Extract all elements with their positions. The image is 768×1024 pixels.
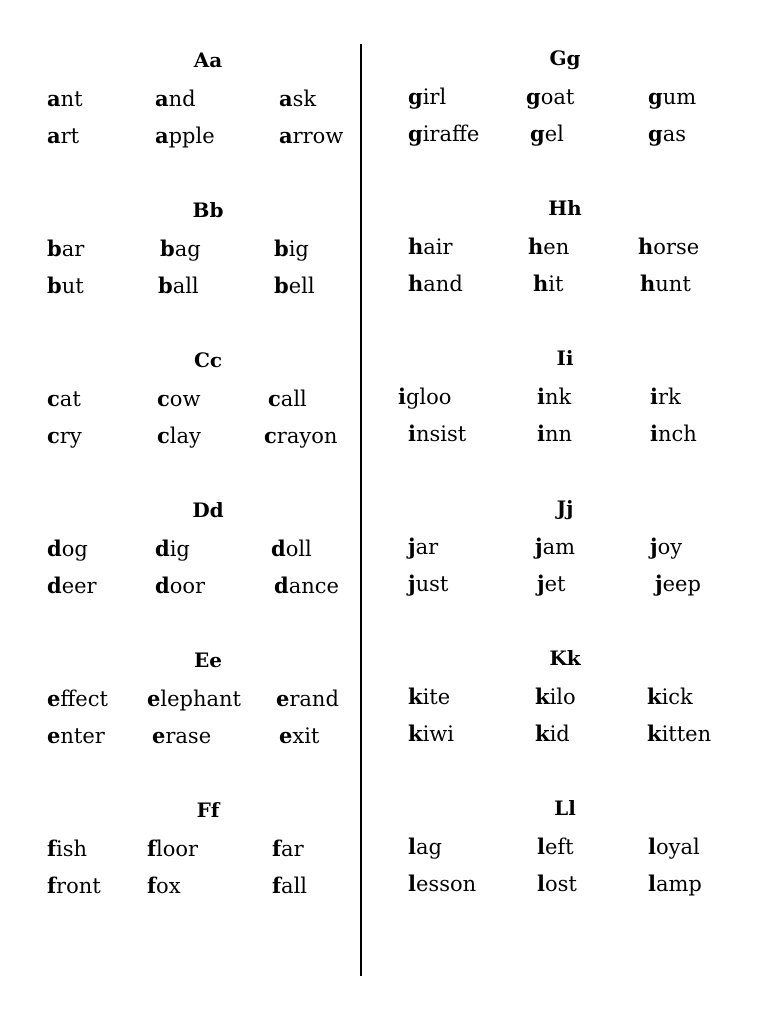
word-item: [408, 236, 453, 258]
word-item: [537, 573, 565, 595]
initial-letter: d: [155, 536, 170, 561]
word-rest: rayon: [276, 424, 338, 448]
word-rest: nk: [544, 385, 572, 409]
word-item: [272, 875, 307, 897]
word-rest: nter: [60, 724, 105, 748]
word-item: [47, 575, 97, 597]
initial-letter: c: [157, 423, 170, 448]
word-rest: rrow: [292, 124, 344, 148]
word-rest: el: [544, 122, 564, 146]
word-item: [47, 275, 84, 297]
word-item: [537, 386, 571, 408]
initial-letter: e: [152, 723, 166, 748]
word-rest: rase: [165, 724, 212, 748]
word-item: [47, 838, 87, 860]
word-rest: oyal: [655, 835, 700, 859]
word-item: [271, 538, 312, 560]
initial-letter: l: [408, 834, 416, 859]
word-item: [157, 425, 201, 447]
initial-letter: c: [157, 386, 170, 411]
word-item: [535, 536, 575, 558]
section-heading: Hh: [548, 196, 582, 220]
word-item: [648, 873, 702, 895]
word-rest: eep: [662, 572, 701, 596]
word-rest: id: [549, 722, 570, 746]
word-item: [650, 386, 681, 408]
word-item: [408, 86, 446, 108]
word-item: [147, 875, 181, 897]
word-rest: og: [61, 537, 88, 561]
initial-letter: d: [47, 536, 62, 561]
initial-letter: h: [533, 271, 549, 296]
initial-letter: f: [272, 873, 282, 898]
initial-letter: g: [648, 121, 663, 146]
section-heading: Ee: [194, 648, 222, 672]
initial-letter: g: [408, 121, 423, 146]
word-item: [268, 388, 307, 410]
initial-letter: j: [408, 534, 416, 559]
word-rest: ow: [169, 387, 201, 411]
word-rest: and: [423, 272, 463, 296]
word-item: [647, 723, 711, 745]
word-item: [47, 238, 84, 260]
section-heading: Ll: [554, 796, 576, 820]
word-item: [537, 873, 577, 895]
section-heading: Kk: [549, 646, 581, 670]
word-item: [537, 836, 574, 858]
word-item: [155, 538, 190, 560]
initial-letter: i: [537, 384, 545, 409]
word-rest: ag: [174, 237, 201, 261]
word-rest: ilo: [549, 685, 576, 709]
initial-letter: i: [408, 421, 416, 446]
word-item: [152, 725, 211, 747]
word-rest: ar: [415, 535, 439, 559]
initial-letter: j: [650, 534, 658, 559]
word-item: [535, 723, 570, 745]
word-item: [47, 88, 83, 110]
word-rest: ry: [59, 424, 82, 448]
initial-letter: f: [147, 836, 157, 861]
initial-letter: d: [47, 573, 62, 598]
initial-letter: b: [160, 236, 175, 261]
initial-letter: a: [155, 86, 169, 111]
word-item: [155, 125, 215, 147]
initial-letter: i: [650, 384, 658, 409]
word-rest: ront: [56, 874, 101, 898]
word-rest: ar: [61, 237, 85, 261]
initial-letter: c: [264, 423, 277, 448]
word-item: [648, 836, 700, 858]
word-item: [640, 273, 691, 295]
initial-letter: d: [155, 573, 170, 598]
word-rest: iraffe: [422, 122, 480, 146]
initial-letter: h: [408, 271, 424, 296]
word-item: [408, 273, 463, 295]
initial-letter: h: [640, 271, 656, 296]
word-rest: ut: [61, 274, 84, 298]
initial-letter: j: [537, 571, 545, 596]
initial-letter: f: [147, 873, 157, 898]
word-item: [533, 273, 563, 295]
initial-letter: g: [526, 84, 541, 109]
word-rest: rt: [60, 124, 80, 148]
word-rest: sk: [292, 87, 317, 111]
initial-letter: k: [535, 684, 550, 709]
word-item: [647, 686, 693, 708]
word-item: [408, 573, 448, 595]
initial-letter: l: [537, 871, 545, 896]
word-item: [160, 238, 201, 260]
word-item: [47, 875, 101, 897]
word-rest: et: [544, 572, 566, 596]
word-item: [157, 388, 200, 410]
word-rest: amp: [655, 872, 702, 896]
word-rest: irl: [422, 85, 447, 109]
word-item: [155, 88, 196, 110]
word-item: [47, 538, 88, 560]
word-rest: rand: [289, 687, 339, 711]
section-heading: Dd: [192, 498, 224, 522]
word-rest: lay: [169, 424, 201, 448]
initial-letter: g: [530, 121, 545, 146]
word-item: [408, 873, 476, 895]
word-item: [276, 688, 339, 710]
initial-letter: b: [274, 236, 289, 261]
word-item: [47, 388, 81, 410]
initial-letter: l: [537, 834, 545, 859]
word-rest: nd: [168, 87, 196, 111]
word-rest: ick: [661, 685, 693, 709]
section-heading: Gg: [549, 46, 581, 70]
word-rest: ox: [156, 874, 181, 898]
word-item: [650, 536, 682, 558]
initial-letter: a: [155, 123, 169, 148]
initial-letter: l: [408, 871, 416, 896]
word-rest: rk: [657, 385, 681, 409]
initial-letter: d: [271, 536, 286, 561]
word-rest: nt: [60, 87, 83, 111]
word-rest: orse: [653, 235, 700, 259]
initial-letter: f: [272, 836, 282, 861]
word-item: [408, 536, 438, 558]
word-rest: unt: [655, 272, 691, 296]
word-rest: all: [172, 274, 199, 298]
initial-letter: h: [638, 234, 654, 259]
word-rest: gloo: [405, 385, 452, 409]
initial-letter: c: [47, 386, 60, 411]
initial-letter: k: [647, 721, 662, 746]
word-rest: ost: [544, 872, 577, 896]
initial-letter: e: [47, 686, 61, 711]
word-rest: oor: [169, 574, 206, 598]
initial-letter: h: [528, 234, 544, 259]
word-rest: xit: [292, 724, 320, 748]
initial-letter: l: [648, 871, 656, 896]
word-rest: um: [662, 85, 697, 109]
word-rest: all: [281, 874, 307, 898]
initial-letter: h: [408, 234, 424, 259]
initial-letter: k: [535, 721, 550, 746]
word-item: [158, 275, 199, 297]
word-rest: air: [423, 235, 453, 259]
word-rest: ag: [415, 835, 442, 859]
word-rest: ust: [415, 572, 449, 596]
section-heading: Jj: [556, 496, 574, 520]
initial-letter: e: [147, 686, 161, 711]
initial-letter: i: [398, 384, 406, 409]
word-item: [279, 125, 343, 147]
word-item: [274, 275, 315, 297]
word-rest: oat: [540, 85, 575, 109]
word-item: [398, 386, 451, 408]
word-item: [279, 725, 319, 747]
initial-letter: b: [47, 273, 62, 298]
word-rest: it: [548, 272, 564, 296]
word-item: [535, 686, 576, 708]
initial-letter: g: [648, 84, 663, 109]
word-rest: ar: [281, 837, 304, 861]
initial-letter: k: [647, 684, 662, 709]
word-item: [155, 575, 205, 597]
initial-letter: f: [47, 873, 57, 898]
word-item: [279, 88, 316, 110]
word-rest: nsist: [415, 422, 467, 446]
word-item: [47, 425, 82, 447]
initial-letter: i: [650, 421, 658, 446]
initial-letter: f: [47, 836, 57, 861]
section-heading: Aa: [193, 48, 223, 72]
section-heading: Cc: [193, 348, 223, 372]
initial-letter: c: [268, 386, 281, 411]
word-rest: am: [542, 535, 576, 559]
word-rest: loor: [156, 837, 199, 861]
word-rest: ig: [288, 237, 309, 261]
initial-letter: j: [535, 534, 543, 559]
initial-letter: a: [47, 123, 61, 148]
word-rest: esson: [415, 872, 477, 896]
word-item: [408, 423, 466, 445]
section-heading: Ii: [556, 346, 574, 370]
word-item: [408, 686, 450, 708]
word-item: [47, 688, 108, 710]
initial-letter: e: [279, 723, 293, 748]
word-item: [537, 423, 572, 445]
word-item: [650, 423, 697, 445]
word-rest: ance: [288, 574, 339, 598]
word-rest: eer: [61, 574, 97, 598]
initial-letter: g: [408, 84, 423, 109]
initial-letter: d: [274, 573, 289, 598]
word-item: [408, 836, 442, 858]
word-rest: pple: [168, 124, 215, 148]
word-item: [274, 238, 309, 260]
initial-letter: a: [47, 86, 61, 111]
word-rest: ig: [169, 537, 190, 561]
word-item: [526, 86, 574, 108]
word-rest: iwi: [422, 722, 454, 746]
word-rest: ell: [288, 274, 315, 298]
word-item: [274, 575, 339, 597]
word-item: [147, 688, 241, 710]
initial-letter: b: [274, 273, 289, 298]
word-rest: ish: [56, 837, 88, 861]
initial-letter: a: [279, 123, 293, 148]
word-rest: at: [59, 387, 81, 411]
word-item: [264, 425, 337, 447]
initial-letter: a: [279, 86, 293, 111]
initial-letter: e: [276, 686, 290, 711]
word-item: [408, 723, 454, 745]
word-rest: itten: [661, 722, 712, 746]
word-rest: oll: [285, 537, 312, 561]
initial-letter: b: [47, 236, 62, 261]
initial-letter: j: [408, 571, 416, 596]
word-item: [528, 236, 569, 258]
word-rest: nch: [657, 422, 697, 446]
initial-letter: k: [408, 721, 423, 746]
initial-letter: k: [408, 684, 423, 709]
initial-letter: l: [648, 834, 656, 859]
word-item: [147, 838, 198, 860]
word-rest: eft: [544, 835, 574, 859]
initial-letter: b: [158, 273, 173, 298]
word-item: [648, 123, 686, 145]
word-item: [47, 725, 105, 747]
word-item: [638, 236, 699, 258]
word-item: [272, 838, 304, 860]
word-item: [648, 86, 696, 108]
initial-letter: e: [47, 723, 61, 748]
section-heading: Ff: [196, 798, 220, 822]
word-rest: nn: [544, 422, 573, 446]
word-item: [47, 125, 79, 147]
word-rest: ite: [422, 685, 451, 709]
word-rest: as: [662, 122, 686, 146]
initial-letter: c: [47, 423, 60, 448]
word-rest: en: [543, 235, 570, 259]
word-rest: ffect: [60, 687, 108, 711]
word-rest: all: [280, 387, 307, 411]
word-item: [530, 123, 564, 145]
word-item: [655, 573, 701, 595]
initial-letter: i: [537, 421, 545, 446]
initial-letter: j: [655, 571, 663, 596]
section-heading: Bb: [192, 198, 224, 222]
column-divider: [360, 44, 362, 976]
word-rest: oy: [657, 535, 683, 559]
word-item: [408, 123, 479, 145]
word-rest: lephant: [160, 687, 241, 711]
